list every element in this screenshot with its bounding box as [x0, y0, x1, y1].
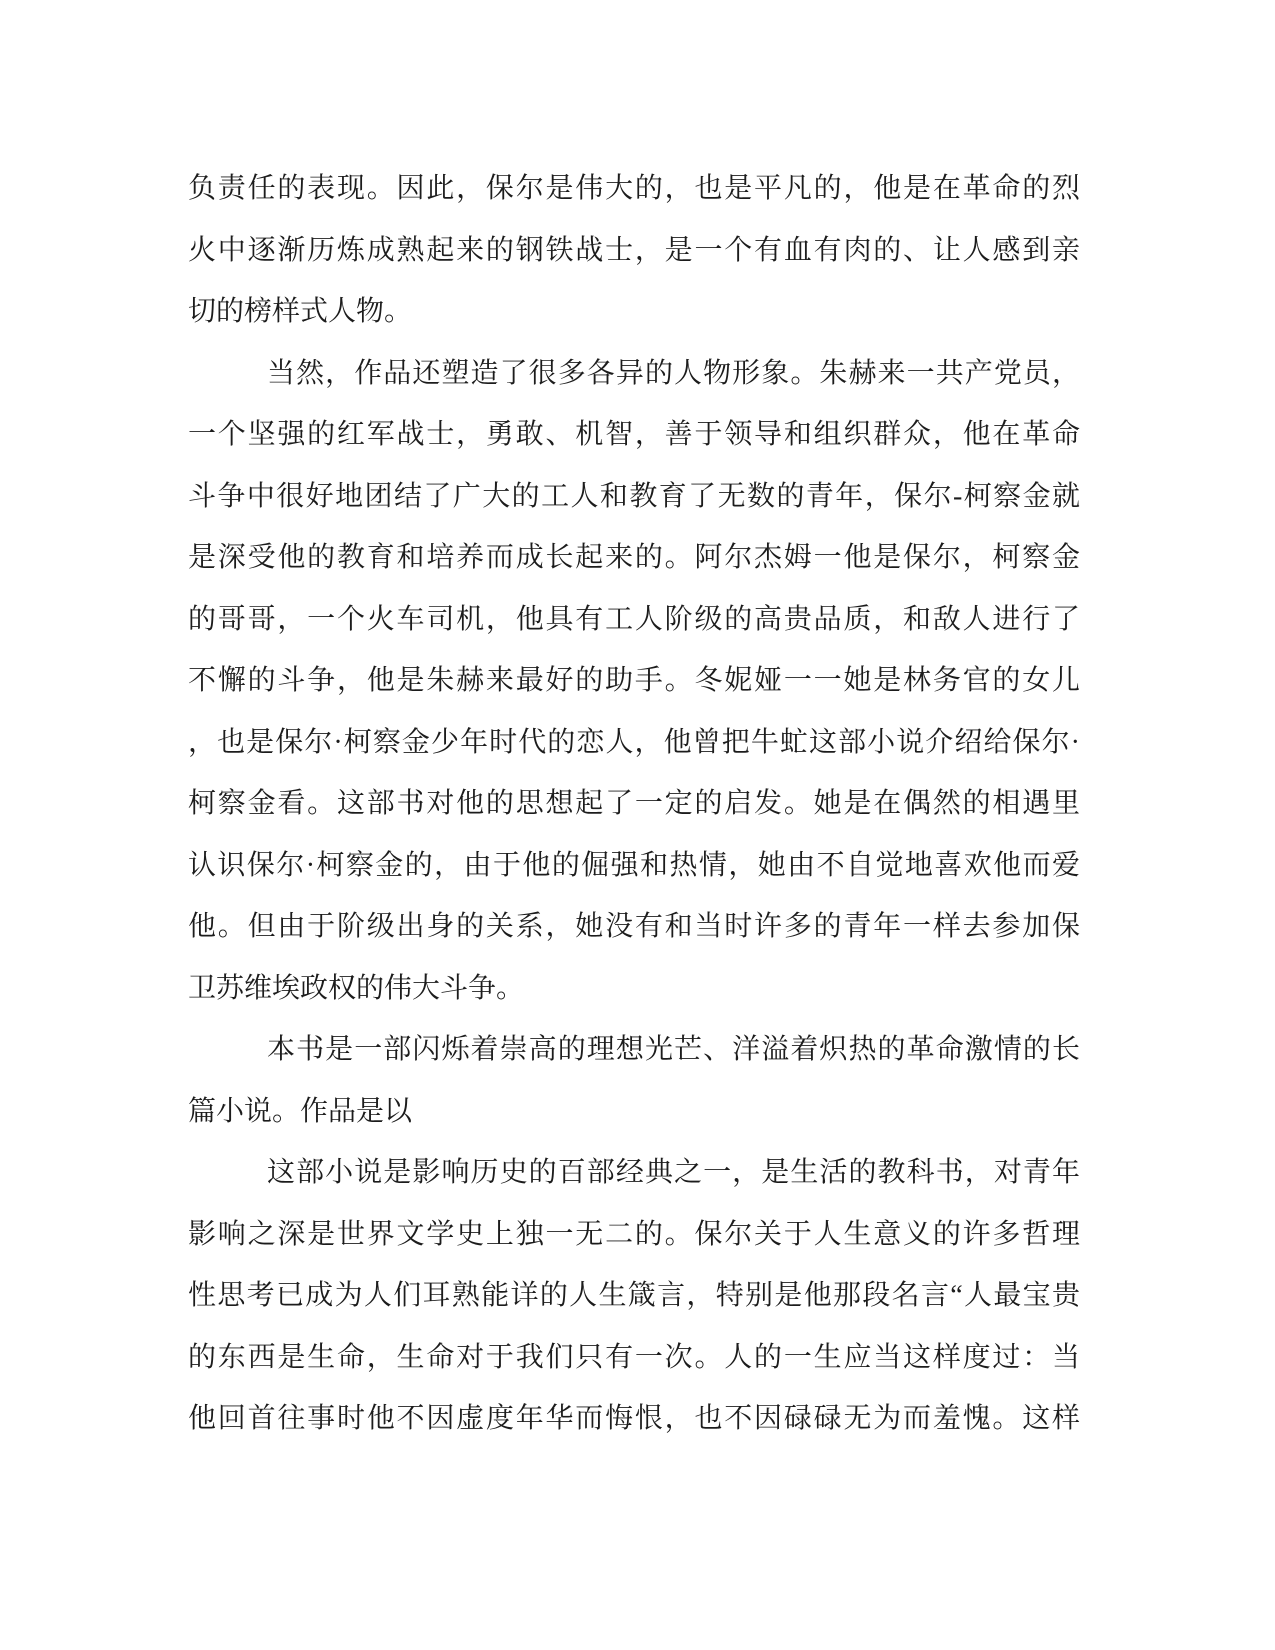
text-line: 当然，作品还塑造了很多各异的人物形象。朱赫来一共产党员，: [267, 357, 1080, 389]
document-body: [188, 158, 1080, 1450]
text-line: 切的榜样式人物。: [188, 296, 413, 327]
text-line: 的东西是生命，生命对于我们只有一次。人的一生应当这样度过：当: [188, 1341, 1080, 1373]
text-line: 负责任的表现。因此，保尔是伟大的，也是平凡的，他是在革命的烈: [188, 173, 1080, 204]
text-line: 他。但由于阶级出身的关系，她没有和当时许多的青年一样去参加保: [188, 911, 1080, 942]
paragraph: [188, 1019, 1080, 1142]
paragraph: [188, 158, 1080, 343]
paragraph: [188, 343, 1080, 1020]
text-line: 这部小说是影响历史的百部经典之一，是生活的教科书，对青年: [267, 1157, 1080, 1188]
text-line: 是深受他的教育和培养而成长起来的。阿尔杰姆一他是保尔，柯察金: [188, 542, 1080, 573]
text-line: ，也是保尔·柯察金少年时代的恋人，他曾把牛虻这部小说介绍给保尔·: [188, 726, 1080, 758]
text-line: 一个坚强的红军战士，勇敢、机智，善于领导和组织群众，他在革命: [188, 419, 1080, 450]
text-line: 篇小说。作品是以: [188, 1095, 413, 1127]
text-line: 影响之深是世界文学史上独一无二的。保尔关于人生意义的许多哲理: [188, 1218, 1080, 1250]
paragraph: [188, 1142, 1080, 1450]
text-line: 斗争中很好地团结了广大的工人和教育了无数的青年，保尔-柯察金就: [188, 480, 1080, 512]
text-line: 火中逐渐历炼成熟起来的钢铁战士，是一个有血有肉的、让人感到亲: [188, 234, 1080, 266]
text-line: 柯察金看。这部书对他的思想起了一定的启发。她是在偶然的相遇里: [188, 788, 1080, 819]
text-line: 不懈的斗争，他是朱赫来最好的助手。冬妮娅一一她是林务官的女儿: [188, 665, 1080, 696]
text-line: 卫苏维埃政权的伟大斗争。: [188, 972, 525, 1004]
text-line: 他回首往事时他不因虚度年华而悔恨，也不因碌碌无为而羞愧。这样: [188, 1403, 1080, 1434]
text-line: 认识保尔·柯察金的，由于他的倔强和热情，她由不自觉地喜欢他而爱: [188, 849, 1080, 881]
text-line: 性思考已成为人们耳熟能详的人生箴言，特别是他那段名言“人最宝贵: [188, 1280, 1080, 1311]
text-line: 的哥哥，一个火车司机，他具有工人阶级的高贵品质，和敌人进行了: [188, 603, 1080, 635]
text-line: 本书是一部闪烁着崇高的理想光芒、洋溢着炽热的革命激情的长: [267, 1034, 1080, 1065]
